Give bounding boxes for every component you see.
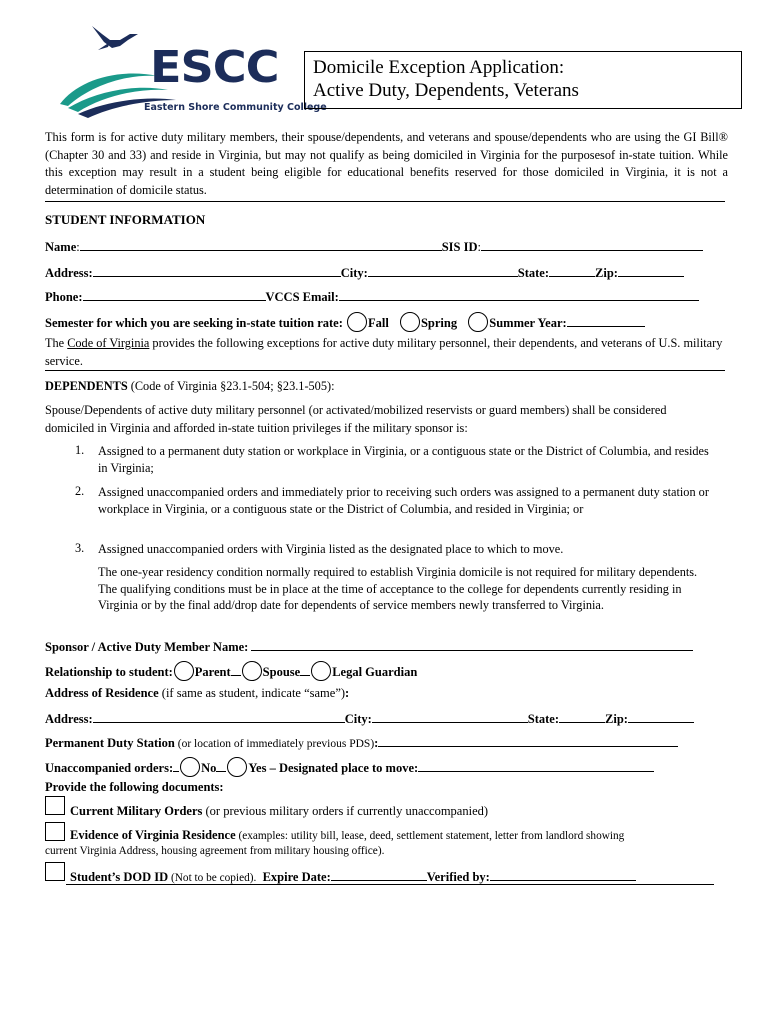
phone-label: Phone: bbox=[45, 290, 83, 304]
email-field[interactable] bbox=[339, 288, 699, 301]
divider bbox=[45, 370, 725, 371]
logo-subtitle: Eastern Shore Community College bbox=[144, 102, 327, 113]
form-title-box bbox=[304, 51, 742, 109]
summer-label: Summer bbox=[489, 316, 535, 330]
no-label: No bbox=[201, 761, 217, 775]
relationship-row bbox=[45, 661, 417, 681]
address-label: Address: bbox=[45, 266, 93, 280]
code-of-virginia-paragraph: The Code of Virginia provides the following exceptions for active duty military personnel, their dependents, and veterans of U.S. military service. bbox=[45, 336, 723, 368]
divider bbox=[66, 884, 714, 885]
residence-checkbox[interactable] bbox=[45, 822, 65, 841]
name-field[interactable] bbox=[80, 238, 442, 251]
semester-row bbox=[45, 312, 645, 332]
code-of-virginia-link[interactable]: Code of Virginia bbox=[67, 336, 150, 350]
spouse-label: Spouse bbox=[262, 665, 301, 679]
dod-id-checkbox[interactable] bbox=[45, 862, 65, 881]
sponsor-address-field[interactable] bbox=[93, 710, 345, 723]
sponsor-address-row bbox=[45, 710, 694, 727]
sponsor-address-label: Address: bbox=[45, 712, 93, 726]
unaccompanied-row bbox=[45, 757, 654, 777]
zip-field[interactable] bbox=[618, 264, 684, 277]
list-item-number: 3. bbox=[75, 541, 85, 555]
name-label: Name bbox=[45, 240, 77, 254]
sponsor-city-field[interactable] bbox=[372, 710, 528, 723]
logo-wordmark: ESCC bbox=[150, 42, 279, 93]
address-row bbox=[45, 264, 684, 281]
parent-radio[interactable] bbox=[174, 661, 194, 681]
sponsor-row bbox=[45, 638, 693, 655]
email-label: VCCS Email: bbox=[265, 290, 339, 304]
summer-radio[interactable] bbox=[468, 312, 488, 332]
spring-radio[interactable] bbox=[400, 312, 420, 332]
dod-row: Student’s DOD ID (Not to be copied). Expire Date: Verified by: bbox=[70, 868, 636, 885]
yes-radio[interactable] bbox=[227, 757, 247, 777]
dependents-heading: DEPENDENTS (Code of Virginia §23.1-504; §23.1-505): bbox=[45, 379, 335, 393]
sis-id-field[interactable] bbox=[481, 238, 703, 251]
spring-label: Spring bbox=[420, 316, 458, 330]
intro-paragraph: This form is for active duty military members, their spouse/dependents, and veterans and spouse/dependents who are using the GI Bill® (Chapter 30 and 33) and reside in Virginia, but may not qualify as being domiciled in Virginia for the purposesof in-state tuition. While this exception may result in a student being eligible for educational benefits reserved for those domiciled in Virginia, it is not a determination of domicile status. bbox=[45, 130, 728, 197]
city-label: City: bbox=[340, 266, 368, 280]
guardian-label: Legal Guardian bbox=[332, 665, 418, 679]
designated-place-field[interactable] bbox=[418, 759, 654, 772]
no-radio[interactable] bbox=[180, 757, 200, 777]
phone-row bbox=[45, 288, 699, 305]
documents-heading: Provide the following documents: bbox=[45, 780, 224, 794]
sponsor-state-label: State: bbox=[527, 712, 560, 726]
list-item: Assigned unaccompanied orders and immediately prior to receiving such orders was assigned to a permanent duty station or workplace in Virginia, or a contiguous state or the District of Columbia, and resided in Virginia; or bbox=[98, 485, 709, 516]
year-label: Year: bbox=[537, 316, 567, 330]
relationship-label: Relationship to student: bbox=[45, 665, 173, 679]
sponsor-state-field[interactable] bbox=[559, 710, 605, 723]
list-item: Assigned to a permanent duty station or workplace in Virginia, or a contiguous state or the District of Columbia, and resides in Virginia; bbox=[98, 444, 709, 475]
escc-logo bbox=[58, 20, 327, 120]
fall-radio[interactable] bbox=[347, 312, 367, 332]
sponsor-name-label: Sponsor / Active Duty Member Name: bbox=[45, 640, 249, 654]
residence-note-line2: current Virginia Address, housing agreement from military housing office). bbox=[45, 845, 385, 857]
residence-row: Evidence of Virginia Residence (examples: utility bill, lease, deed, settlement statement, letter from landlord showing bbox=[70, 828, 625, 842]
parent-label: Parent bbox=[194, 665, 231, 679]
expire-date-field[interactable] bbox=[331, 868, 427, 881]
address-field[interactable] bbox=[93, 264, 341, 277]
sis-label: SIS ID bbox=[441, 240, 478, 254]
sponsor-zip-field[interactable] bbox=[628, 710, 694, 723]
spouse-radio[interactable] bbox=[242, 661, 262, 681]
residence-heading: Address of Residence (if same as student, indicate “same”): bbox=[45, 686, 350, 700]
sponsor-name-field[interactable] bbox=[251, 638, 693, 651]
list-item-number: 2. bbox=[75, 484, 85, 498]
verified-label: Verified by: bbox=[426, 870, 490, 884]
pds-row: Permanent Duty Station (or location of immediately previous PDS): bbox=[45, 734, 678, 751]
form-title-line2: Active Duty, Dependents, Veterans bbox=[313, 80, 579, 101]
sponsor-zip-label: Zip: bbox=[605, 712, 628, 726]
guardian-radio[interactable] bbox=[311, 661, 331, 681]
state-field[interactable] bbox=[549, 264, 595, 277]
student-info-heading: STUDENT INFORMATION bbox=[45, 212, 206, 227]
list-item: Assigned unaccompanied orders with Virginia listed as the designated place to which to move. bbox=[98, 542, 564, 556]
zip-label: Zip: bbox=[595, 266, 618, 280]
fall-label: Fall bbox=[368, 316, 389, 330]
pds-field[interactable] bbox=[378, 734, 678, 747]
phone-field[interactable] bbox=[83, 288, 266, 301]
pds-label: Permanent Duty Station bbox=[45, 736, 175, 750]
list-item-number: 1. bbox=[75, 443, 85, 457]
verified-by-field[interactable] bbox=[490, 868, 636, 881]
divider bbox=[45, 201, 725, 202]
year-field[interactable] bbox=[567, 314, 645, 327]
orders-row: Current Military Orders (or previous military orders if currently unaccompanied) bbox=[70, 804, 489, 818]
expire-label: Expire Date: bbox=[262, 870, 331, 884]
unaccompanied-label: Unaccompanied orders: bbox=[45, 761, 174, 775]
state-label: State: bbox=[517, 266, 550, 280]
name-row: Name: SIS ID: bbox=[45, 238, 703, 255]
sponsor-city-label: City: bbox=[344, 712, 372, 726]
city-field[interactable] bbox=[368, 264, 518, 277]
form-title-line1: Domicile Exception Application: bbox=[313, 57, 565, 78]
residency-note: The one-year residency condition normally required to establish Virginia domicile is not required for military dependents. The qualifying conditions must be in place at the time of acceptance to the college for dependents currently residing in Virginia or by the final add/drop date for dependents of service members newly transferred to Virginia. bbox=[98, 565, 698, 612]
dependents-intro: Spouse/Dependents of active duty military personnel (or activated/mobilized reservists or guard members) shall be considered domiciled in Virginia and afforded in-state tuition privileges if the military sponsor is: bbox=[45, 403, 667, 435]
yes-label: Yes – Designated place to move: bbox=[248, 761, 419, 775]
semester-label: Semester for which you are seeking in-state tuition rate: bbox=[45, 316, 343, 330]
orders-checkbox[interactable] bbox=[45, 796, 65, 815]
